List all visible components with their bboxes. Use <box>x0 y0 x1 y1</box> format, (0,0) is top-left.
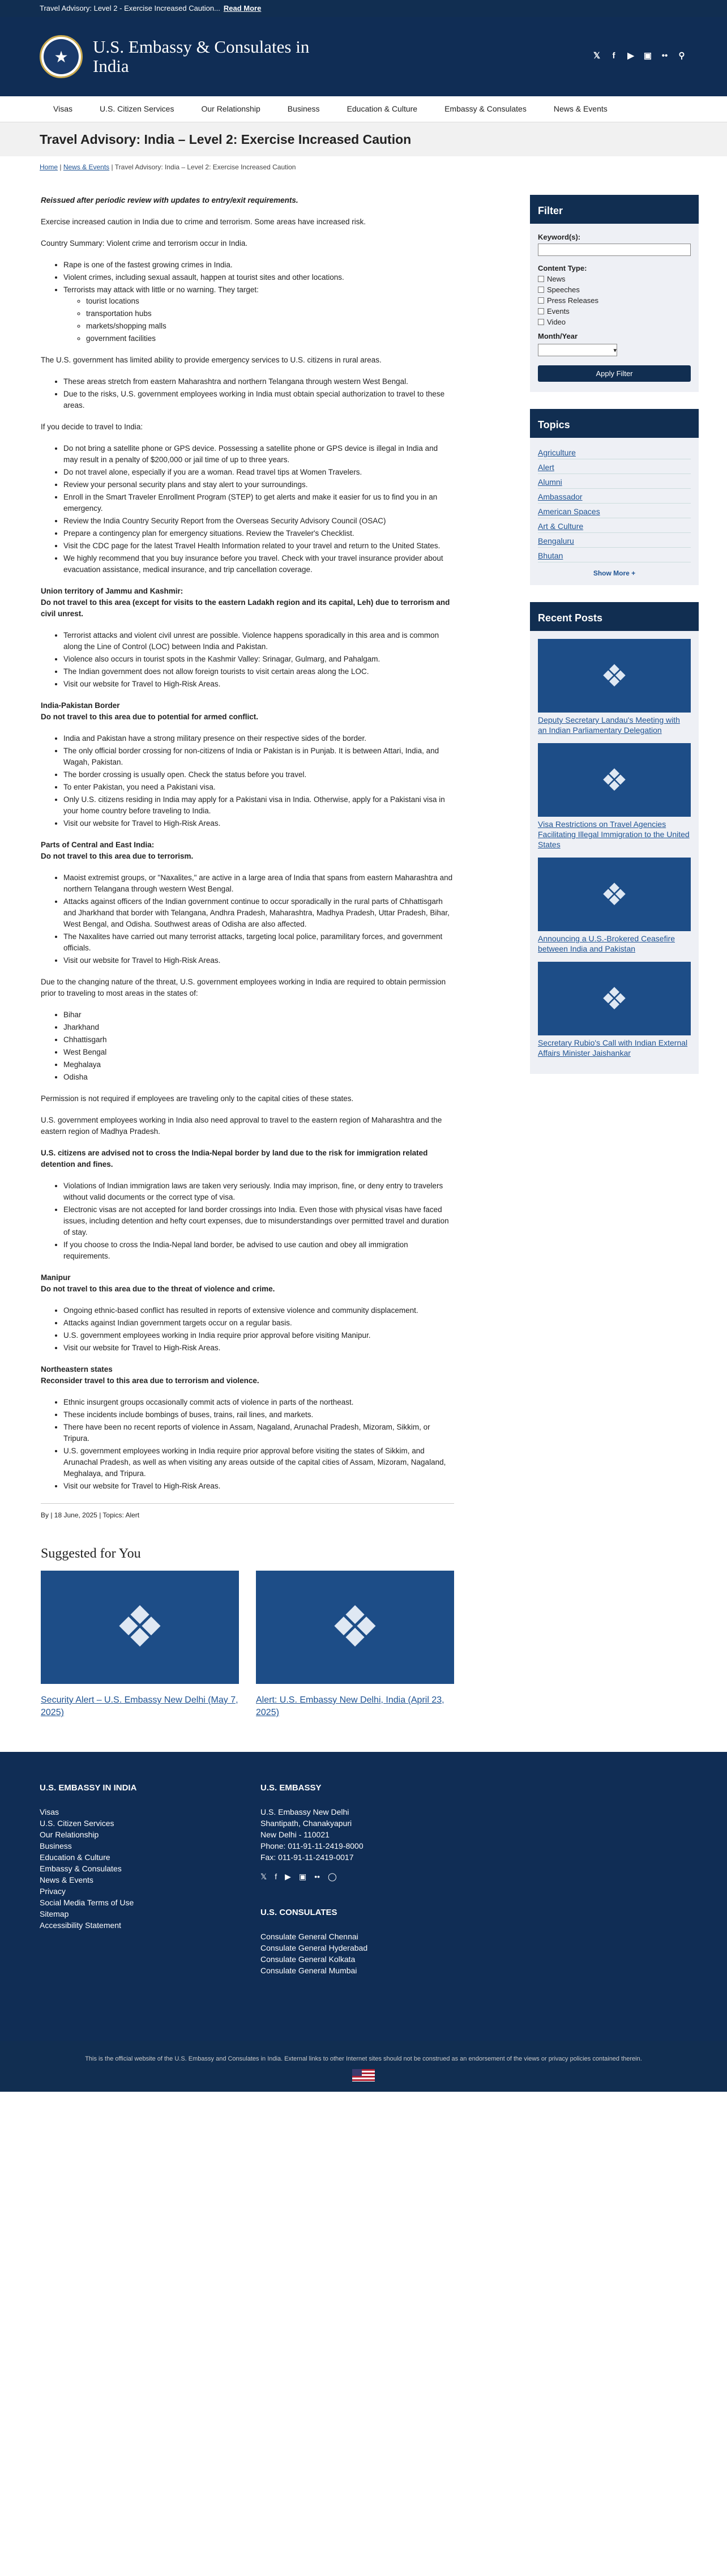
topic-link[interactable]: Bengaluru <box>538 533 691 548</box>
approval-note: U.S. government employees working in India also need approval to travel to the eastern region of Maharashtra and the eastern region of Madhya Pradesh. <box>41 1116 442 1136</box>
instagram-icon[interactable]: ◯ <box>328 1872 337 1881</box>
list-item: • The border crossing is usually open. Check the status before you travel. <box>63 769 454 781</box>
list-item: • West Bengal <box>63 1047 454 1058</box>
list-item: • Attacks against officers of the Indian government continue to occur sporadically in the rural parts of Chhattisgarh and Jharkhand that border with Telangana, Andhra Pradesh, Maharashtra, Madhya Pradesh, Uttar Pradesh, Bihar, West Bengal, and Odisha. Southwest areas of Odisha are also affected. <box>63 896 454 930</box>
address-line: Shantipath, Chanakyapuri <box>260 1819 352 1828</box>
keyword-input[interactable] <box>538 244 691 256</box>
list-item: ◦ government facilities <box>86 333 454 344</box>
flickr-icon[interactable]: •• <box>314 1872 320 1881</box>
nav-item-our-relationship[interactable]: Our Relationship <box>201 104 260 113</box>
ip-subheading: Do not travel to this area due to potential for armed conflict. <box>41 713 259 721</box>
list-item: • Maoist extremist groups, or "Naxalites," are active in a large area of India that spans from eastern Maharashtra and northern Telangana through western West Bengal. <box>63 872 454 895</box>
nav-item-education-culture[interactable]: Education & Culture <box>347 104 418 113</box>
suggested-list <box>41 1571 454 1719</box>
list-item: • Electronic visas are not accepted for land border crossings into India. Even those with physical visas have faced issues, including detention and hefty court expenses, due to misunderstandings over permitted travel and duration of stay. <box>63 1204 454 1238</box>
facebook-icon[interactable]: f <box>612 50 615 61</box>
nav-item-visas[interactable]: Visas <box>53 104 72 113</box>
permission-note: Permission is not required if employees are traveling only to the capital cities of these states. <box>41 1094 354 1103</box>
nav-item-news-events[interactable]: News & Events <box>553 104 608 113</box>
content-type-label: Content Type: <box>538 264 587 272</box>
checkbox[interactable] <box>538 308 544 314</box>
jk-subheading: Do not travel to this area (except for visits to the eastern Ladakh region and its capital, Leh) due to terrorism and civil unrest. <box>41 598 450 618</box>
if-travel: If you decide to travel to India: <box>41 423 143 431</box>
list-item: • Violations of Indian immigration laws are taken very seriously. India may imprison, fine, or deny entry to travelers without valid documents or the correct type of visa. <box>63 1180 454 1203</box>
content-type-option[interactable] <box>538 318 691 326</box>
eagle-seal-image[interactable]: ❖ <box>538 743 691 817</box>
filter-title: Filter <box>530 195 699 224</box>
footer-link[interactable]: Social Media Terms of Use <box>40 1898 134 1907</box>
content-type-label: Press Releases <box>547 296 599 305</box>
footer-link[interactable]: Our Relationship <box>40 1830 99 1839</box>
list-item: • Meghalaya <box>63 1059 454 1071</box>
address-line: New Delhi - 110021 <box>260 1830 330 1839</box>
footer-link[interactable]: Sitemap <box>40 1909 69 1918</box>
eagle-seal-image[interactable]: ❖ <box>256 1571 454 1684</box>
ne-subheading: Reconsider travel to this area due to terrorism and violence. <box>41 1376 259 1385</box>
consulate-link[interactable]: Consulate General Hyderabad <box>260 1943 368 1952</box>
consulate-link[interactable]: Consulate General Kolkata <box>260 1955 356 1964</box>
footer-social <box>260 1871 481 1882</box>
page-title-bar <box>0 122 727 156</box>
list-item: • Terrorist attacks and violent civil unrest are possible. Violence happens sporadically in this area and is common along the Line of Control (LOC) between India and Pakistan. <box>63 630 454 652</box>
ce-heading: Parts of Central and East India: <box>41 841 155 849</box>
list-item: • Only U.S. citizens residing in India may apply for a Pakistani visa in India. Otherwise, apply for a Pakistani visa in your home country before traveling to India. <box>63 794 454 817</box>
site-header <box>0 17 727 96</box>
content-type-option[interactable] <box>538 275 691 283</box>
list-item: • Visit our website for Travel to High-Risk Areas. <box>63 679 454 690</box>
instagram-icon[interactable]: ▣ <box>643 51 652 61</box>
site-title[interactable]: U.S. Embassy & Consulates in India <box>93 37 310 76</box>
list-item: • Visit our website for Travel to High-Risk Areas. <box>63 955 454 966</box>
suggested-card <box>256 1571 454 1719</box>
main-navigation <box>0 96 727 122</box>
content-type-label: News <box>547 275 566 283</box>
footer-link[interactable]: News & Events <box>40 1875 93 1884</box>
footer-link[interactable]: Embassy & Consulates <box>40 1864 122 1873</box>
topic-link[interactable]: Agriculture <box>538 445 691 459</box>
post-meta: By | 18 June, 2025 | Topics: Alert <box>41 1503 454 1521</box>
list-item: • To enter Pakistan, you need a Pakistani visa. <box>63 782 454 793</box>
footer-link[interactable]: Education & Culture <box>40 1853 110 1862</box>
x-icon[interactable]: 𝕏 <box>593 51 601 61</box>
ip-heading: India-Pakistan Border <box>41 701 120 710</box>
rural-list <box>63 376 454 411</box>
eagle-seal-image[interactable]: ❖ <box>41 1571 239 1684</box>
content-type-options <box>538 275 691 326</box>
address-line: Fax: 011-91-11-2419-0017 <box>260 1853 354 1862</box>
content-type-option[interactable] <box>538 307 691 315</box>
checkbox[interactable] <box>538 297 544 304</box>
list-item: • There have been no recent reports of violence in Assam, Nagaland, Arunachal Pradesh, Mizoram, Sikkim, or Tripura. <box>63 1422 454 1444</box>
checkbox[interactable] <box>538 319 544 325</box>
address-line: Phone: 011-91-11-2419-8000 <box>260 1841 364 1850</box>
nav-item-embassy-consulates[interactable]: Embassy & Consulates <box>444 104 527 113</box>
ne-list <box>63 1397 454 1492</box>
page-title: Travel Advisory: India – Level 2: Exercise Increased Caution <box>40 131 412 147</box>
topic-link[interactable]: Ambassador <box>538 489 691 504</box>
content-type-option[interactable] <box>538 296 691 305</box>
list-item: • Ethnic insurgent groups occasionally commit acts of violence in parts of the northeast. <box>63 1397 454 1408</box>
recent-post-link[interactable]: Visa Restrictions on Travel Agencies Facilitating Illegal Immigration to the United States <box>538 820 690 849</box>
consulate-link[interactable]: Consulate General Mumbai <box>260 1966 357 1975</box>
jk-heading: Union territory of Jammu and Kashmir: <box>41 587 183 595</box>
site-footer <box>0 1752 727 2092</box>
list-item: • We highly recommend that you buy insurance before you travel. Check with your travel insurance provider about evacuation assistance, medical insurance, and trip cancellation coverage. <box>63 553 454 575</box>
ne-heading: Northeastern states <box>41 1365 113 1374</box>
list-item: • Do not travel alone, especially if you are a woman. Read travel tips at Women Travelers. <box>63 467 454 478</box>
list-item: ◦ markets/shopping malls <box>86 321 454 332</box>
list-item: • Do not bring a satellite phone or GPS device. Possessing a satellite phone or GPS device is illegal in India and may result in a penalty of $200,000 or jail time of up to three years. <box>63 443 454 466</box>
list-item: • Prepare a contingency plan for emergency situations. Review the Traveler's Checklist. <box>63 528 454 539</box>
list-item: • Violence also occurs in tourist spots in the Kashmir Valley: Srinagar, Gulmarg, and Pahalgam. <box>63 654 454 665</box>
breadcrumb-news[interactable]: News & Events <box>63 163 110 171</box>
list-item: • These areas stretch from eastern Maharashtra and northern Telangana through western West Bengal. <box>63 376 454 387</box>
caution-line: Exercise increased caution in India due to crime and terrorism. Some areas have increased risk. <box>41 217 366 226</box>
list-item: • Violent crimes, including sexual assault, happen at tourist sites and other locations. <box>63 272 454 283</box>
nepal-list <box>63 1180 454 1262</box>
list-item: • Visit our website for Travel to High-Risk Areas. <box>63 1342 454 1354</box>
recent-posts-title: Recent Posts <box>530 602 699 631</box>
suggested-card <box>41 1571 239 1719</box>
list-item: • Review your personal security plans and stay alert to your surroundings. <box>63 479 454 491</box>
alert-bar <box>0 0 727 17</box>
footer-link[interactable]: U.S. Citizen Services <box>40 1819 114 1828</box>
list-item: • Visit our website for Travel to High-Risk Areas. <box>63 818 454 829</box>
chevron-down-icon: ▾ <box>613 347 617 354</box>
limited-services: The U.S. government has limited ability to provide emergency services to U.S. citizens in rural areas. <box>41 356 382 364</box>
intro-text: Reissued after periodic review with updates to entry/exit requirements. <box>41 196 298 204</box>
recent-post-link[interactable]: Deputy Secretary Landau's Meeting with an Indian Parliamentary Delegation <box>538 715 680 735</box>
us-flag-icon <box>352 2069 375 2082</box>
footer-heading: U.S. EMBASSY <box>260 1783 322 1793</box>
recent-post-link[interactable]: Announcing a U.S.-Brokered Ceasefire between India and Pakistan <box>538 934 675 953</box>
suggested-title: Suggested for You <box>41 1546 141 1561</box>
list-item: • If you choose to cross the India-Nepal land border, be advised to use caution and obey all immigration requirements. <box>63 1239 454 1262</box>
recent-posts-list <box>530 631 699 1074</box>
changing-threat: Due to the changing nature of the threat, U.S. government employees working in India are required to obtain permission prior to traveling to most areas in the states of: <box>41 978 446 997</box>
ce-list <box>63 872 454 966</box>
list-item: • Due to the risks, U.S. government employees working in India must obtain special authorization to travel to these areas. <box>63 389 454 411</box>
footer-link[interactable]: Accessibility Statement <box>40 1921 121 1930</box>
checkbox[interactable] <box>538 287 544 293</box>
bottom-bar <box>0 2041 727 2092</box>
manipur-list <box>63 1305 454 1354</box>
breadcrumb-home[interactable]: Home <box>40 163 58 171</box>
list-item: • U.S. government employees working in India require prior approval before visiting the states of Sikkim, and Arunachal Pradesh, as well as when visiting any areas outside of the capital cities of Assam, Mizoram, Nagaland, Meghalaya, and Tripura. <box>63 1445 454 1479</box>
instagram-icon[interactable]: ▣ <box>298 1872 307 1881</box>
footer-link[interactable]: Business <box>40 1841 72 1850</box>
footer-heading: U.S. CONSULATES <box>260 1908 337 1917</box>
topic-link[interactable]: Bhutan <box>538 548 691 562</box>
topics-title: Topics <box>530 409 699 438</box>
list-item: • Ongoing ethnic-based conflict has resulted in reports of extensive violence and community displacement. <box>63 1305 454 1316</box>
flickr-icon[interactable]: •• <box>661 50 668 61</box>
youtube-icon[interactable]: ▶ <box>285 1872 291 1881</box>
breadcrumb: Home | News & Events | Travel Advisory: India – Level 2: Exercise Increased Caution <box>40 163 296 171</box>
month-year-select[interactable] <box>538 344 617 356</box>
month-label: Month/Year <box>538 332 578 340</box>
content-type-label: Events <box>547 307 570 315</box>
footer-col-embassy-links <box>40 1782 260 1976</box>
list-item: • The Naxalites have carried out many terrorist attacks, targeting local police, paramilitary forces, and government officials. <box>63 931 454 954</box>
article-content <box>41 195 454 1719</box>
list-item: • The Indian government does not allow foreign tourists to visit certain areas along the LOC. <box>63 666 454 677</box>
recent-post-link[interactable]: Secretary Rubio's Call with Indian External Affairs Minister Jaishankar <box>538 1038 688 1057</box>
list-item: • Rape is one of the fastest growing crimes in India. <box>63 259 454 271</box>
list-item: • Visit the CDC page for the latest Travel Health Information related to your travel and return to the United States. <box>63 540 454 552</box>
address-line: U.S. Embassy New Delhi <box>260 1807 349 1816</box>
footer-link[interactable]: Privacy <box>40 1887 66 1896</box>
apply-filter-button[interactable]: Apply Filter <box>538 365 691 382</box>
content-type-option[interactable] <box>538 285 691 294</box>
footer-link[interactable]: Visas <box>40 1807 59 1816</box>
suggested-link[interactable]: Security Alert – U.S. Embassy New Delhi (May 7, 2025) <box>41 1695 238 1717</box>
nav-item-u-s-citizen-services[interactable]: U.S. Citizen Services <box>99 104 174 113</box>
eagle-seal-image[interactable]: ❖ <box>538 858 691 931</box>
nepal-heading: U.S. citizens are advised not to cross the India-Nepal border by land due to the risk for immigration related detention and fines. <box>41 1149 428 1168</box>
content-type-label: Speeches <box>547 285 580 294</box>
embassy-seal-logo[interactable]: ★ <box>40 35 83 78</box>
list-item: • Jharkhand <box>63 1022 454 1033</box>
show-more-button[interactable]: Show More + <box>593 569 636 577</box>
breadcrumb-current: Travel Advisory: India – Level 2: Exercise Increased Caution <box>114 163 296 171</box>
x-icon[interactable]: 𝕏 <box>260 1872 267 1881</box>
topic-link[interactable]: Alumni <box>538 474 691 489</box>
list-item: • The only official border crossing for non-citizens of India or Pakistan is in Punjab. It is between Attari, India, and Wagah, Pakistan. <box>63 745 454 768</box>
facebook-icon[interactable]: f <box>275 1872 277 1881</box>
list-item: • Odisha <box>63 1072 454 1083</box>
summary-list <box>63 259 454 296</box>
checkbox[interactable] <box>538 276 544 282</box>
alert-text: Travel Advisory: Level 2 - Exercise Increased Caution... <box>40 4 220 12</box>
travel-tips-list <box>63 443 454 575</box>
topic-link[interactable]: Art & Culture <box>538 518 691 533</box>
list-item: ◦ transportation hubs <box>86 308 454 319</box>
search-icon[interactable]: ⚲ <box>678 51 685 61</box>
read-more-link[interactable]: Read More <box>223 4 262 12</box>
eagle-seal-image[interactable]: ❖ <box>538 962 691 1035</box>
eagle-seal-image[interactable]: ❖ <box>538 639 691 713</box>
topics-list <box>530 438 699 585</box>
filter-form <box>530 224 699 392</box>
list-item: ◦ tourist locations <box>86 296 454 307</box>
youtube-icon[interactable]: ▶ <box>627 51 634 61</box>
content-type-label: Video <box>547 318 566 326</box>
manipur-heading: Manipur <box>41 1273 71 1282</box>
list-item: • Visit our website for Travel to High-Risk Areas. <box>63 1481 454 1492</box>
footer-col-address <box>260 1782 481 1976</box>
list-item: • Chhattisgarh <box>63 1034 454 1046</box>
list-item: • Review the India Country Security Report from the Overseas Security Advisory Council (OSAC) <box>63 515 454 527</box>
list-item: • Enroll in the Smart Traveler Enrollment Program (STEP) to get alerts and make it easier for us to find you in an emergency. <box>63 492 454 514</box>
disclaimer: This is the official website of the U.S. Embassy and Consulates in India. External links to other Internet sites should not be construed as an endorsement of the views or privacy policies contained therein. <box>85 2055 642 2062</box>
social-links <box>591 50 687 61</box>
list-item: • U.S. government employees working in India require prior approval before visiting Manipur. <box>63 1330 454 1341</box>
suggested-link[interactable]: Alert: U.S. Embassy New Delhi, India (April 23, 2025) <box>256 1695 444 1717</box>
ip-list <box>63 733 454 829</box>
nav-item-business[interactable]: Business <box>287 104 320 113</box>
consulate-link[interactable]: Consulate General Chennai <box>260 1932 358 1941</box>
jk-list <box>63 630 454 690</box>
targets-list <box>86 296 454 344</box>
list-item: • India and Pakistan have a strong military presence on their respective sides of the border. <box>63 733 454 744</box>
list-item: • Bihar <box>63 1009 454 1021</box>
ce-subheading: Do not travel to this area due to terrorism. <box>41 852 194 860</box>
topic-link[interactable]: American Spaces <box>538 504 691 518</box>
states-list <box>63 1009 454 1083</box>
list-item: • These incidents include bombings of buses, trains, rail lines, and markets. <box>63 1409 454 1421</box>
list-item: • Attacks against Indian government targets occur on a regular basis. <box>63 1317 454 1329</box>
keyword-label: Keyword(s): <box>538 233 581 241</box>
footer-heading: U.S. EMBASSY IN INDIA <box>40 1783 137 1793</box>
country-summary: Country Summary: Violent crime and terrorism occur in India. <box>41 239 248 248</box>
list-item: • Terrorists may attack with little or no warning. They target: <box>63 284 454 296</box>
sidebar <box>530 195 699 1719</box>
manipur-subheading: Do not travel to this area due to the threat of violence and crime. <box>41 1285 275 1293</box>
topic-link[interactable]: Alert <box>538 459 691 474</box>
